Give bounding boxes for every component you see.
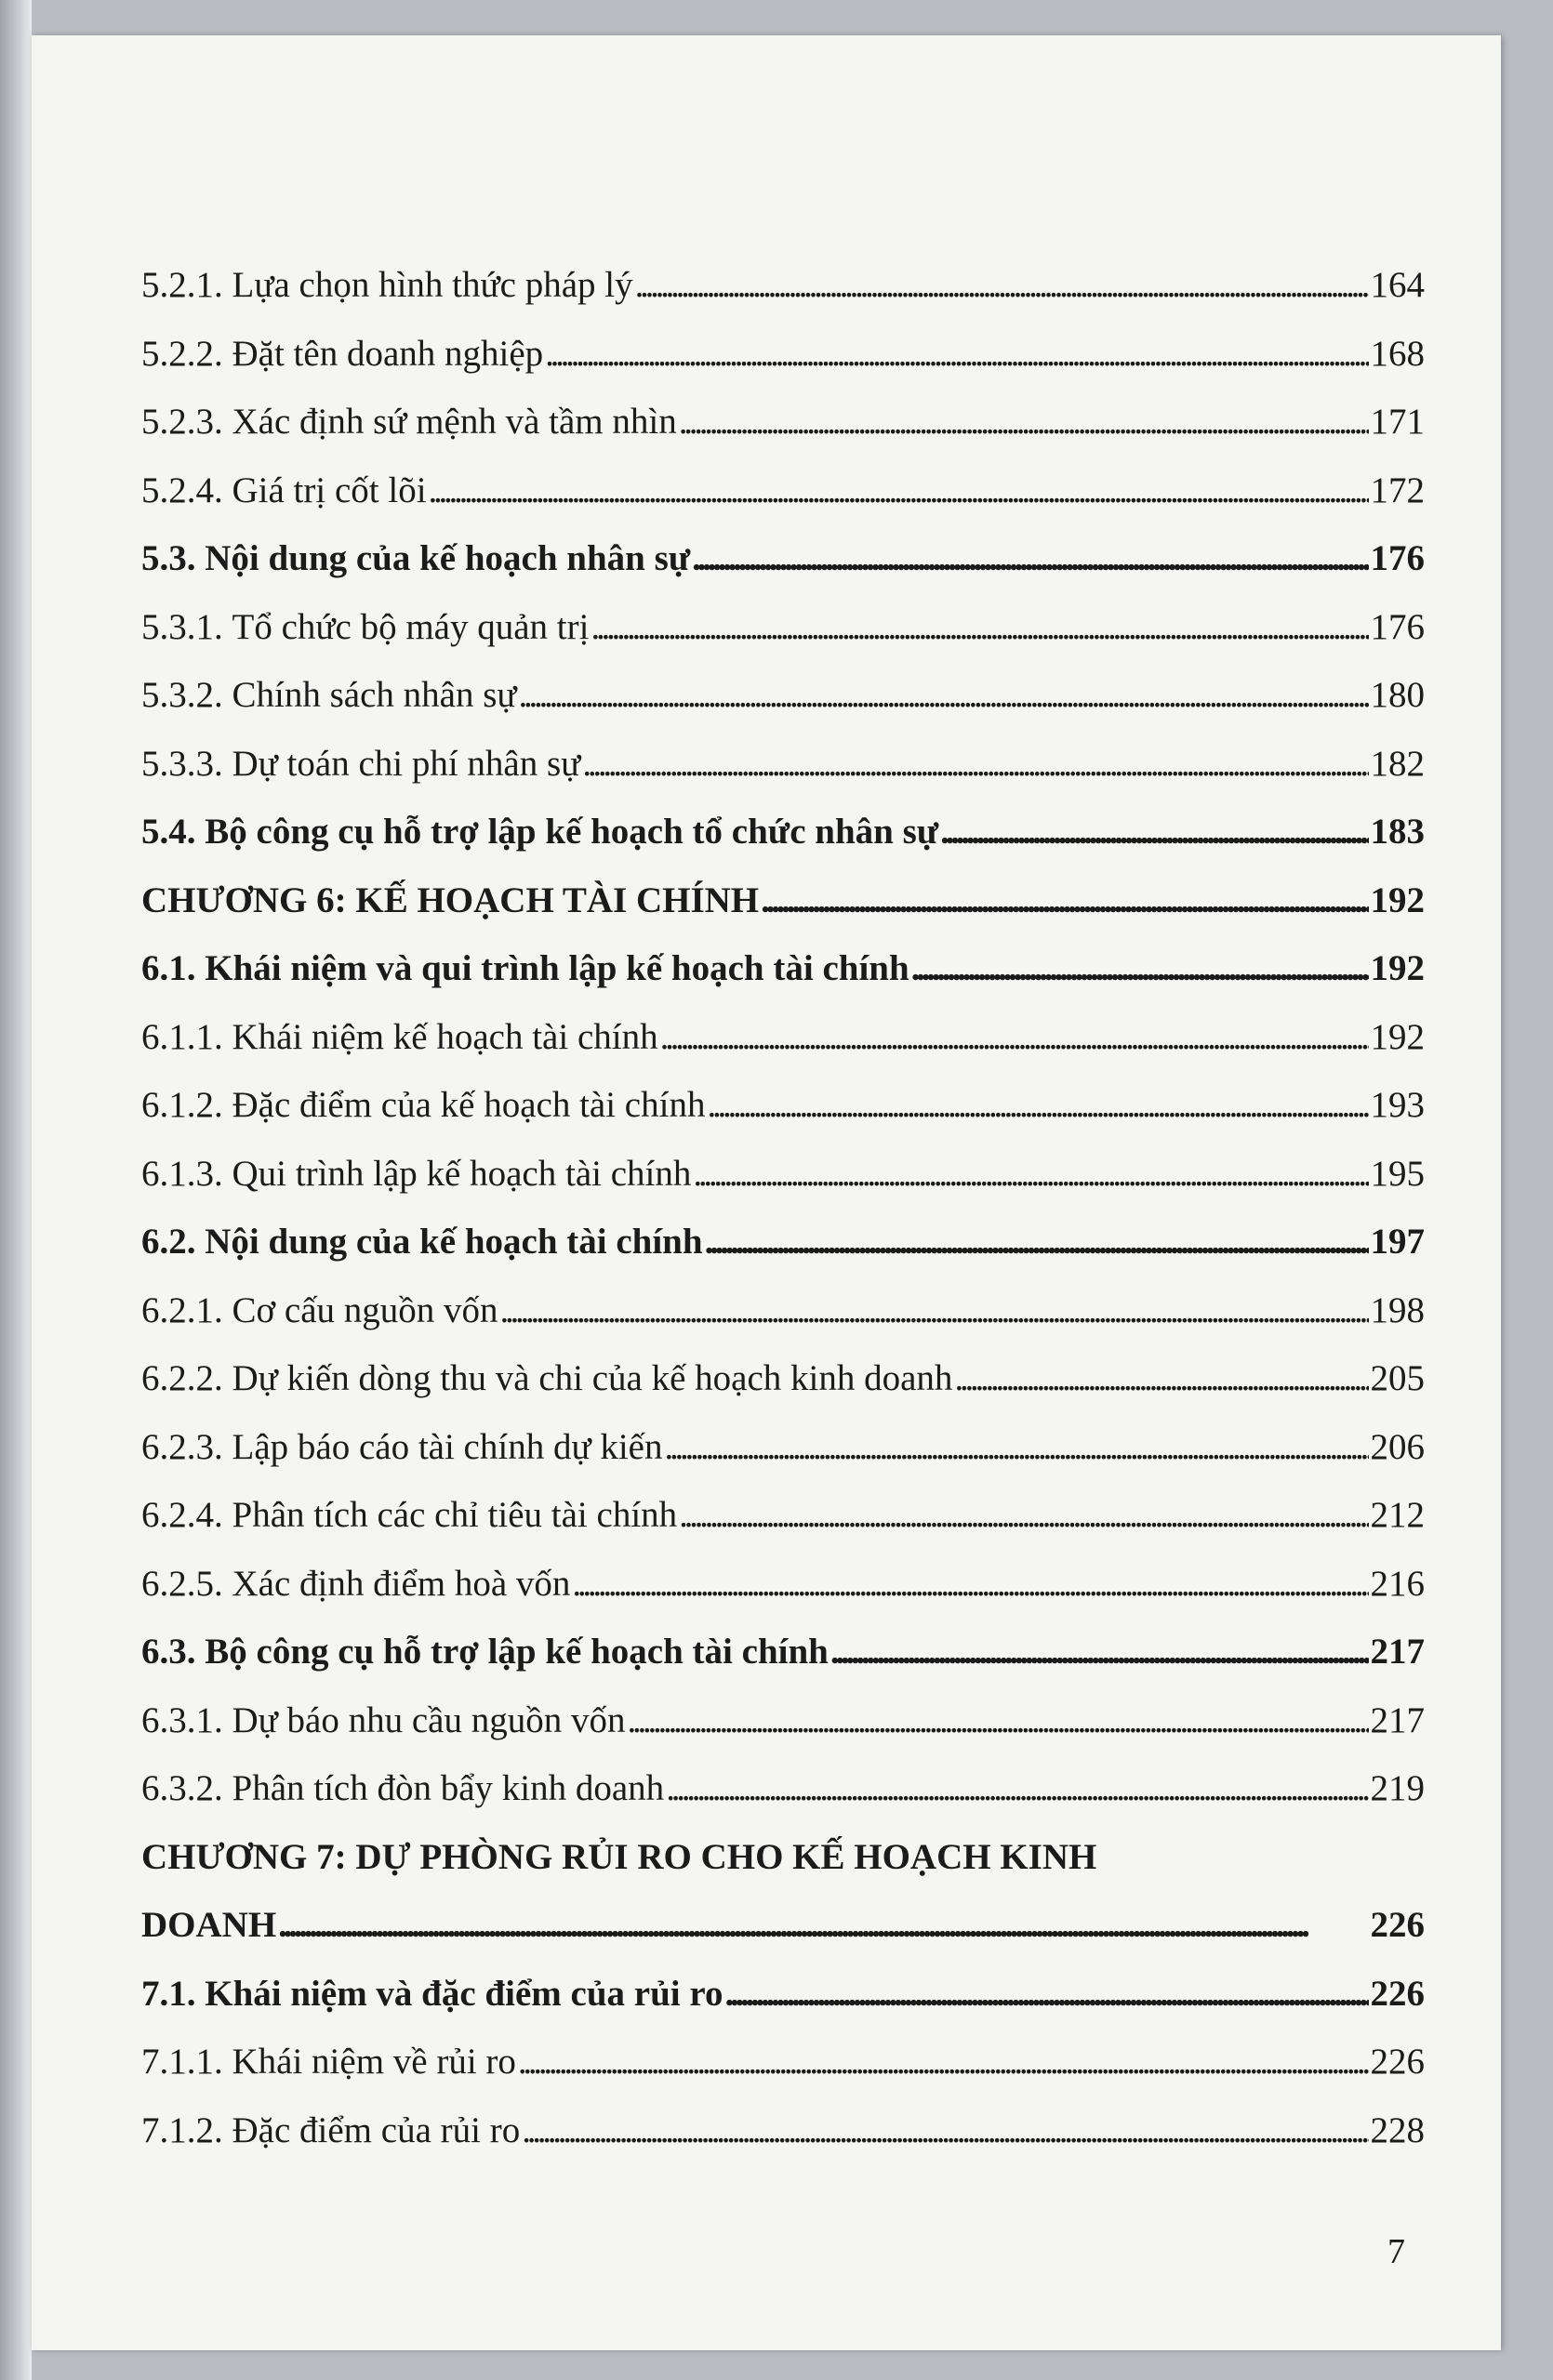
dot-leader — [572, 1550, 1368, 1619]
toc-entry-page: 176 — [1370, 606, 1425, 647]
toc-entry-number: 6.2.4. — [141, 1495, 223, 1535]
toc-entry — [141, 593, 1425, 662]
toc-entry-number: 6.2.3. — [141, 1426, 223, 1467]
toc-entry-page: 192 — [1370, 948, 1425, 988]
toc-entry — [141, 1140, 1425, 1209]
toc-entry — [141, 1481, 1425, 1550]
toc-entry — [141, 456, 1425, 525]
toc-entry-title: Dự toán chi phí nhân sự — [232, 743, 581, 784]
page-number: 7 — [1387, 2232, 1405, 2271]
dot-leader — [660, 1003, 1369, 1072]
toc-entry-page: 182 — [1370, 743, 1425, 784]
toc-entry-title: Bộ công cụ hỗ trợ lập kế hoạch tổ chức nhân sự — [205, 812, 939, 852]
toc-entry-title: Đặc điểm của rủi ro — [232, 2109, 521, 2150]
toc-entry — [141, 1413, 1425, 1482]
toc-entry-page: 193 — [1370, 1085, 1425, 1125]
toc-entry — [141, 1550, 1425, 1619]
toc-entry — [141, 1754, 1425, 1823]
book-page — [32, 35, 1501, 2350]
toc-entry — [141, 1003, 1425, 1072]
dot-leader — [519, 661, 1369, 730]
toc-entry-title: Lập báo cáo tài chính dự kiến — [232, 1426, 663, 1467]
toc-entry-number: 7.1.1. — [141, 2042, 223, 2082]
toc-entry-title: Đặt tên doanh nghiệp — [232, 333, 544, 374]
toc-entry-number: 7.1. — [141, 1973, 196, 2014]
toc-entry-title: Lựa chọn hình thức pháp lý — [232, 265, 633, 305]
toc-entry — [141, 251, 1425, 320]
dot-leader — [500, 1276, 1369, 1345]
toc-entry-page: 172 — [1370, 469, 1425, 510]
dot-leader — [278, 1891, 1368, 1960]
toc-entry-number: 5.2.2. — [141, 333, 223, 374]
toc-entry-page: 212 — [1370, 1495, 1425, 1535]
toc-entry-title: Dự báo nhu cầu nguồn vốn — [232, 1699, 626, 1740]
toc-entry-number: 6.2.5. — [141, 1563, 223, 1604]
toc-entry-title: Xác định sứ mệnh và tầm nhìn — [232, 402, 677, 442]
toc-entry-title: Đặc điểm của kế hoạch tài chính — [232, 1085, 706, 1125]
toc-entry-number: 6.3.1. — [141, 1699, 223, 1740]
toc-entry-title: Phân tích đòn bẩy kinh doanh — [232, 1768, 665, 1808]
toc-entry — [141, 320, 1425, 389]
toc-entry-page: 226 — [1370, 1905, 1425, 1945]
toc-entry-number: 5.2.3. — [141, 402, 223, 442]
toc-chapter-title-line1: CHƯƠNG 7: DỰ PHÒNG RỦI RO CHO KẾ HOẠCH KINH — [141, 1836, 1097, 1877]
dot-leader — [911, 934, 1369, 1003]
toc-entry-title: Phân tích các chỉ tiêu tài chính — [232, 1495, 678, 1535]
toc-entry-title: Xác định điểm hoà vốn — [232, 1563, 571, 1604]
toc-entry-number: 6.1. — [141, 948, 196, 988]
toc-entry-number: 6.3.2. — [141, 1768, 223, 1808]
toc-entry-number: 6.2.1. — [141, 1289, 223, 1330]
toc-entry-title: Cơ cấu nguồn vốn — [232, 1289, 498, 1330]
dot-leader — [954, 1344, 1368, 1413]
toc-section-heading — [141, 798, 1425, 866]
toc-entry-page: 183 — [1370, 812, 1425, 852]
dot-leader — [707, 1071, 1368, 1140]
toc-chapter-heading — [141, 1823, 1425, 1960]
dot-leader — [635, 251, 1369, 320]
toc-entry-title: Qui trình lập kế hoạch tài chính — [232, 1153, 692, 1194]
toc-entry-title: Khái niệm và qui trình lập kế hoạch tài chính — [205, 948, 909, 988]
toc-entry-page: 164 — [1370, 265, 1425, 305]
toc-entry-number: 6.1.1. — [141, 1016, 223, 1057]
toc-entry-number: 7.1.2. — [141, 2109, 223, 2150]
toc-entry-page: 176 — [1370, 538, 1425, 578]
dot-leader — [693, 1140, 1368, 1209]
toc-section-heading — [141, 1960, 1425, 2029]
toc-entry-title: KẾ HOẠCH TÀI CHÍNH — [355, 879, 760, 920]
toc-entry-page: 217 — [1370, 1632, 1425, 1672]
toc-section-heading — [141, 524, 1425, 593]
toc-entry-title: Nội dung của kế hoạch nhân sự — [205, 538, 691, 578]
toc-entry-page: 192 — [1370, 1016, 1425, 1057]
toc-entry-page: 168 — [1370, 333, 1425, 374]
toc-section-heading — [141, 1208, 1425, 1276]
toc-chapter-title-line2: DOANH — [141, 1905, 277, 1945]
toc-entry-title: Chính sách nhân sự — [232, 675, 517, 715]
toc-section-heading — [141, 1618, 1425, 1686]
toc-entry — [141, 2028, 1425, 2096]
toc-entry-number: 5.3.1. — [141, 606, 223, 647]
toc-entry-number: 6.2.2. — [141, 1358, 223, 1398]
toc-entry-title: Dự kiến dòng thu và chi của kế hoạch kinh doanh — [232, 1358, 953, 1398]
toc-entry-number: 6.1.3. — [141, 1153, 223, 1194]
toc-entry-page: 226 — [1370, 2042, 1425, 2082]
toc-section-heading — [141, 934, 1425, 1003]
dot-leader — [692, 524, 1368, 593]
toc-entry-page: 205 — [1370, 1358, 1425, 1398]
toc-entry-page: 226 — [1370, 1973, 1425, 2014]
toc-entry-number: 5.3.2. — [141, 675, 223, 715]
toc-entry-page: 216 — [1370, 1563, 1425, 1604]
dot-leader — [429, 456, 1369, 525]
dot-leader — [705, 1208, 1369, 1276]
toc-entry-number: 6.1.2. — [141, 1085, 223, 1125]
dot-leader — [724, 1960, 1368, 2029]
book-spine-shadow — [0, 0, 32, 2380]
toc-entry-page: 217 — [1370, 1699, 1425, 1740]
toc-entry-title: Tổ chức bộ máy quản trị — [232, 606, 590, 647]
dot-leader — [545, 320, 1368, 389]
dot-leader — [679, 388, 1369, 456]
toc-entry-number: CHƯƠNG 6: — [141, 879, 347, 920]
toc-entry — [141, 1071, 1425, 1140]
toc-entry-number: 6.2. — [141, 1222, 196, 1262]
toc-entry-title: Nội dung của kế hoạch tài chính — [205, 1222, 703, 1262]
toc-entry-page: 195 — [1370, 1153, 1425, 1194]
toc-entry-page: 228 — [1370, 2109, 1425, 2150]
toc-entry — [141, 388, 1425, 456]
dot-leader — [664, 1413, 1368, 1482]
toc-entry-number: 5.2.4. — [141, 469, 223, 510]
dot-leader — [679, 1481, 1368, 1550]
toc-entry-page: 198 — [1370, 1289, 1425, 1330]
toc-entry-page: 219 — [1370, 1768, 1425, 1808]
toc-entry-number: 5.4. — [141, 812, 196, 852]
dot-leader — [940, 798, 1368, 866]
dot-leader — [582, 730, 1368, 799]
dot-leader — [522, 2096, 1368, 2165]
toc-entry-number: 5.3.3. — [141, 743, 223, 784]
toc-chapter-title-line2-row — [141, 1891, 1425, 1960]
toc-entry-page: 197 — [1370, 1222, 1425, 1262]
toc-entry — [141, 730, 1425, 799]
toc-entry — [141, 1276, 1425, 1345]
toc-entry-page: 206 — [1370, 1426, 1425, 1467]
toc-entry-title: Khái niệm và đặc điểm của rủi ro — [205, 1973, 723, 2014]
toc-entry-page: 171 — [1370, 402, 1425, 442]
dot-leader — [518, 2028, 1369, 2096]
toc-entry-number: 6.3. — [141, 1632, 196, 1672]
toc-chapter-heading — [141, 866, 1425, 935]
table-of-contents — [141, 251, 1425, 2164]
dot-leader — [591, 593, 1368, 662]
toc-entry — [141, 661, 1425, 730]
dot-leader — [627, 1686, 1368, 1755]
toc-entry-title: Khái niệm về rủi ro — [232, 2042, 516, 2082]
dot-leader — [666, 1754, 1368, 1823]
toc-entry-title: Giá trị cốt lõi — [232, 469, 427, 510]
toc-entry-number: 5.2.1. — [141, 265, 223, 305]
toc-entry — [141, 2096, 1425, 2165]
dot-leader — [761, 866, 1368, 935]
toc-entry — [141, 1686, 1425, 1755]
toc-entry-title: Khái niệm kế hoạch tài chính — [232, 1016, 658, 1057]
toc-entry-title: Bộ công cụ hỗ trợ lập kế hoạch tài chính — [205, 1632, 829, 1672]
toc-entry-page: 192 — [1370, 879, 1425, 920]
toc-entry-number: 5.3. — [141, 538, 196, 578]
toc-entry-page: 180 — [1370, 675, 1425, 715]
toc-entry — [141, 1344, 1425, 1413]
dot-leader — [830, 1618, 1369, 1686]
